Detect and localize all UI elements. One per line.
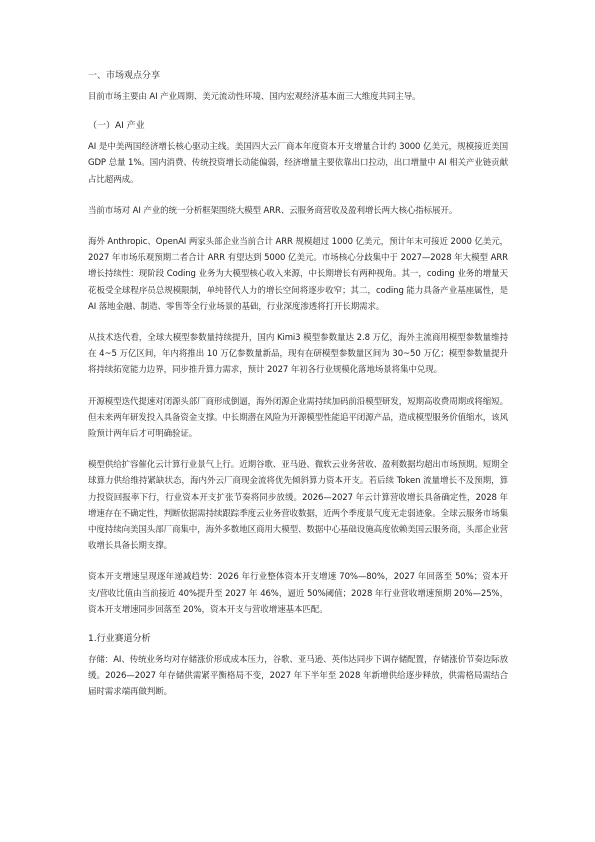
paragraph-cloud: 模型供给扩容催化云计算行业景气上行。近期谷歌、亚马逊、微软云业务营收、盈利数据均超出市场预期。短期全球算力供给维持紧缺状态，海内外云厂商现金流将优先倾斜算力资本开支。若后续 Token 流量增长不及预期，算力投资回报率下行，行业资本开支扩张节奏将同步放缓。2026—2027 年云计算营收增长具备确定性，2028 年增速存在不确定性，判断依据需持续跟踪季度云业务营收数据，近两个季度景气度无走弱迹象。全球云服务市场集中度持续向美国头部厂商集中，海外多数地区商用大模型、数据中心基础设施高度依赖美国云服务商，头部企业营收增长具备长期支撑。 xyxy=(88,460,509,552)
paragraph-ai-driver: AI 是中美两国经济增长核心驱动主线。美国四大云厂商本年度资本开支增量合计约 3000 亿美元，规模接近美国 GDP 总量 1%。国内消费、传统投资增长动能偏弱，经济增量主要依靠出口拉动，出口增量中 AI 相关产业链贡献占比超两成。 xyxy=(88,142,508,185)
paragraph-storage: 存储：AI、传统业务均对存储涨价形成成本压力，谷歌、亚马逊、英伟达同步下调存储配置，存储涨价节奏边际放缓。2026—2027 年存储供需紧平衡格局不变，2027 年下半年至 2028 年新增供给逐步释放，供需格局需结合届时需求端再做判断。 xyxy=(88,655,508,698)
document-page xyxy=(88,70,508,701)
intro-paragraph: 目前市场主要由 AI 产业周期、美元流动性环境、国内宏观经济基本面三大维度共同主导。 xyxy=(88,92,421,102)
industry-title: 1.行业赛道分析 xyxy=(88,634,151,645)
paragraph-capex: 资本开支增速呈现逐年递减趋势：2026 年行业整体资本开支增速 70%—80%，2027 年回落至 50%；资本开支/营收比值由当前接近 40%提升至 2027 年 46%，逼近 50%阈值；2028 年行业营收增速预期 20%—25%，资本开支增速同步回落至 20%，资本开支与营收增速基本匹配。 xyxy=(88,572,508,615)
paragraph-parameters: 从技术迭代看，全球大模型参数量持续提升，国内 Kimi3 模型参数量达 2.8 万亿，海外主流商用模型参数量维持在 4~5 万亿区间，年内将推出 10 万亿参数量新品，现有在研模型参数量区间为 30~50 万亿；模型参数量提升将持续拓宽能力边界，同步推升算力需求，预计 2027 年初各行业规模化落地场景将集中兑现。 xyxy=(88,333,508,376)
subsection-title: （一）AI 产业 xyxy=(88,121,145,132)
paragraph-open-source: 开源模型迭代提速对闭源头部厂商形成倒逼，海外闭源企业需持续加码前沿模型研发，短期高收费周期或将缩短。但未来两年研发投入具备资金支撑。中长期潜在风险为开源模型性能追平闭源产品，造成模型服务价值缩水，该风险预计两年后才可明确验证。 xyxy=(88,396,509,440)
section-title: 一、市场观点分享 xyxy=(88,71,161,81)
paragraph-arr: 海外 Anthropic、OpenAI 两家头部企业当前合计 ARR 规模超过 1000 亿美元，预计年末可接近 2000 亿美元，2027 年市场乐观预期二者合计 ARR 有望达到 5000 亿美元。市场核心分歧集中于 2027—2028 年大模型 ARR 增长持续性：现阶段 Coding 业务为大模型核心收入来源，中长期增长有两种视角。其一，coding 业务的增量天花板受全球程序员总规模限制，单纯替代人力的增长空间将逐步收窄；其二，coding 能力具备产业基座属性，是 AI 落地金融、制造、零售等全行业场景的基础，行业深度渗透将打开长期需求。 xyxy=(88,237,508,312)
paragraph-framework: 当前市场对 AI 产业的统一分析框架围绕大模型 ARR、云服务商营收及盈利增长两大核心指标展开。 xyxy=(88,205,458,216)
